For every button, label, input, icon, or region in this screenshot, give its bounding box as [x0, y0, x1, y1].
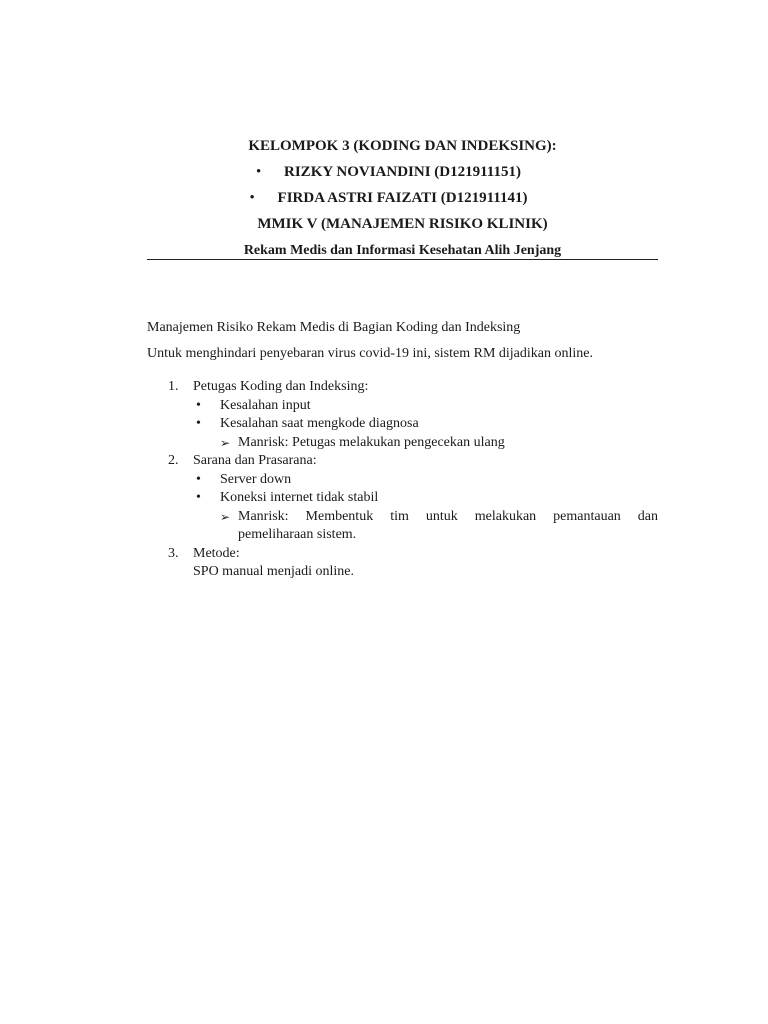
bullet-icon: •	[256, 164, 262, 180]
body-title: Manajemen Risiko Rekam Medis di Bagian Koding dan Indeksing	[147, 320, 521, 335]
manrisk-item: ➢ Manrisk: Membentuk tim untuk melakukan pemantauan dan pemeliharaan sistem.	[220, 508, 658, 542]
arrow-bullet-icon: ➢	[220, 509, 231, 524]
bullet-icon: •	[196, 416, 201, 431]
program-title: Rekam Medis dan Informasi Kesehatan Alih Jenjang	[243, 243, 562, 258]
list-number: 1.	[168, 379, 179, 394]
bullet-icon: •	[196, 490, 201, 505]
list-heading: Sarana dan Prasarana:	[193, 453, 317, 468]
list-heading: Petugas Koding dan Indeksing:	[193, 379, 369, 394]
list-item	[147, 452, 658, 471]
bullet-icon: •	[196, 397, 201, 413]
member-line	[147, 162, 658, 188]
sub-bullet: • Server down	[147, 471, 658, 490]
list-number: 3.	[168, 545, 179, 561]
course-title: MMIK V (MANAJEMEN RISIKO KLINIK)	[257, 216, 548, 232]
list-item	[147, 545, 658, 564]
group-title: KELOMPOK 3 (KODING DAN INDEKSING):	[248, 138, 557, 154]
numbered-list	[147, 378, 658, 582]
member-name: FIRDA ASTRI FAIZATI (D121911141)	[277, 190, 528, 206]
manrisk-item: ➢ Manrisk: Petugas melakukan pengecekan ulang	[147, 434, 658, 453]
bullet-icon: •	[196, 471, 201, 487]
arrow-bullet-icon: ➢	[220, 435, 231, 450]
document-body	[147, 318, 658, 582]
sub-bullet: • Kesalahan input	[147, 397, 658, 416]
sub-bullet: • Koneksi internet tidak stabil	[147, 489, 658, 508]
bullet-icon: •	[249, 190, 255, 206]
list-heading: Metode:	[193, 545, 240, 561]
list-item	[147, 378, 658, 397]
list-detail: SPO manual menjadi online.	[193, 564, 354, 579]
member-line	[147, 188, 658, 214]
intro-paragraph: Untuk menghindari penyebaran virus covid-19 ini, sistem RM dijadikan online.	[147, 346, 593, 361]
list-number: 2.	[168, 453, 179, 468]
header-divider	[147, 259, 658, 260]
document-header	[147, 136, 658, 262]
member-name: RIZKY NOVIANDINI (D121911151)	[284, 164, 521, 180]
sub-bullet: • Kesalahan saat mengkode diagnosa	[147, 415, 658, 434]
